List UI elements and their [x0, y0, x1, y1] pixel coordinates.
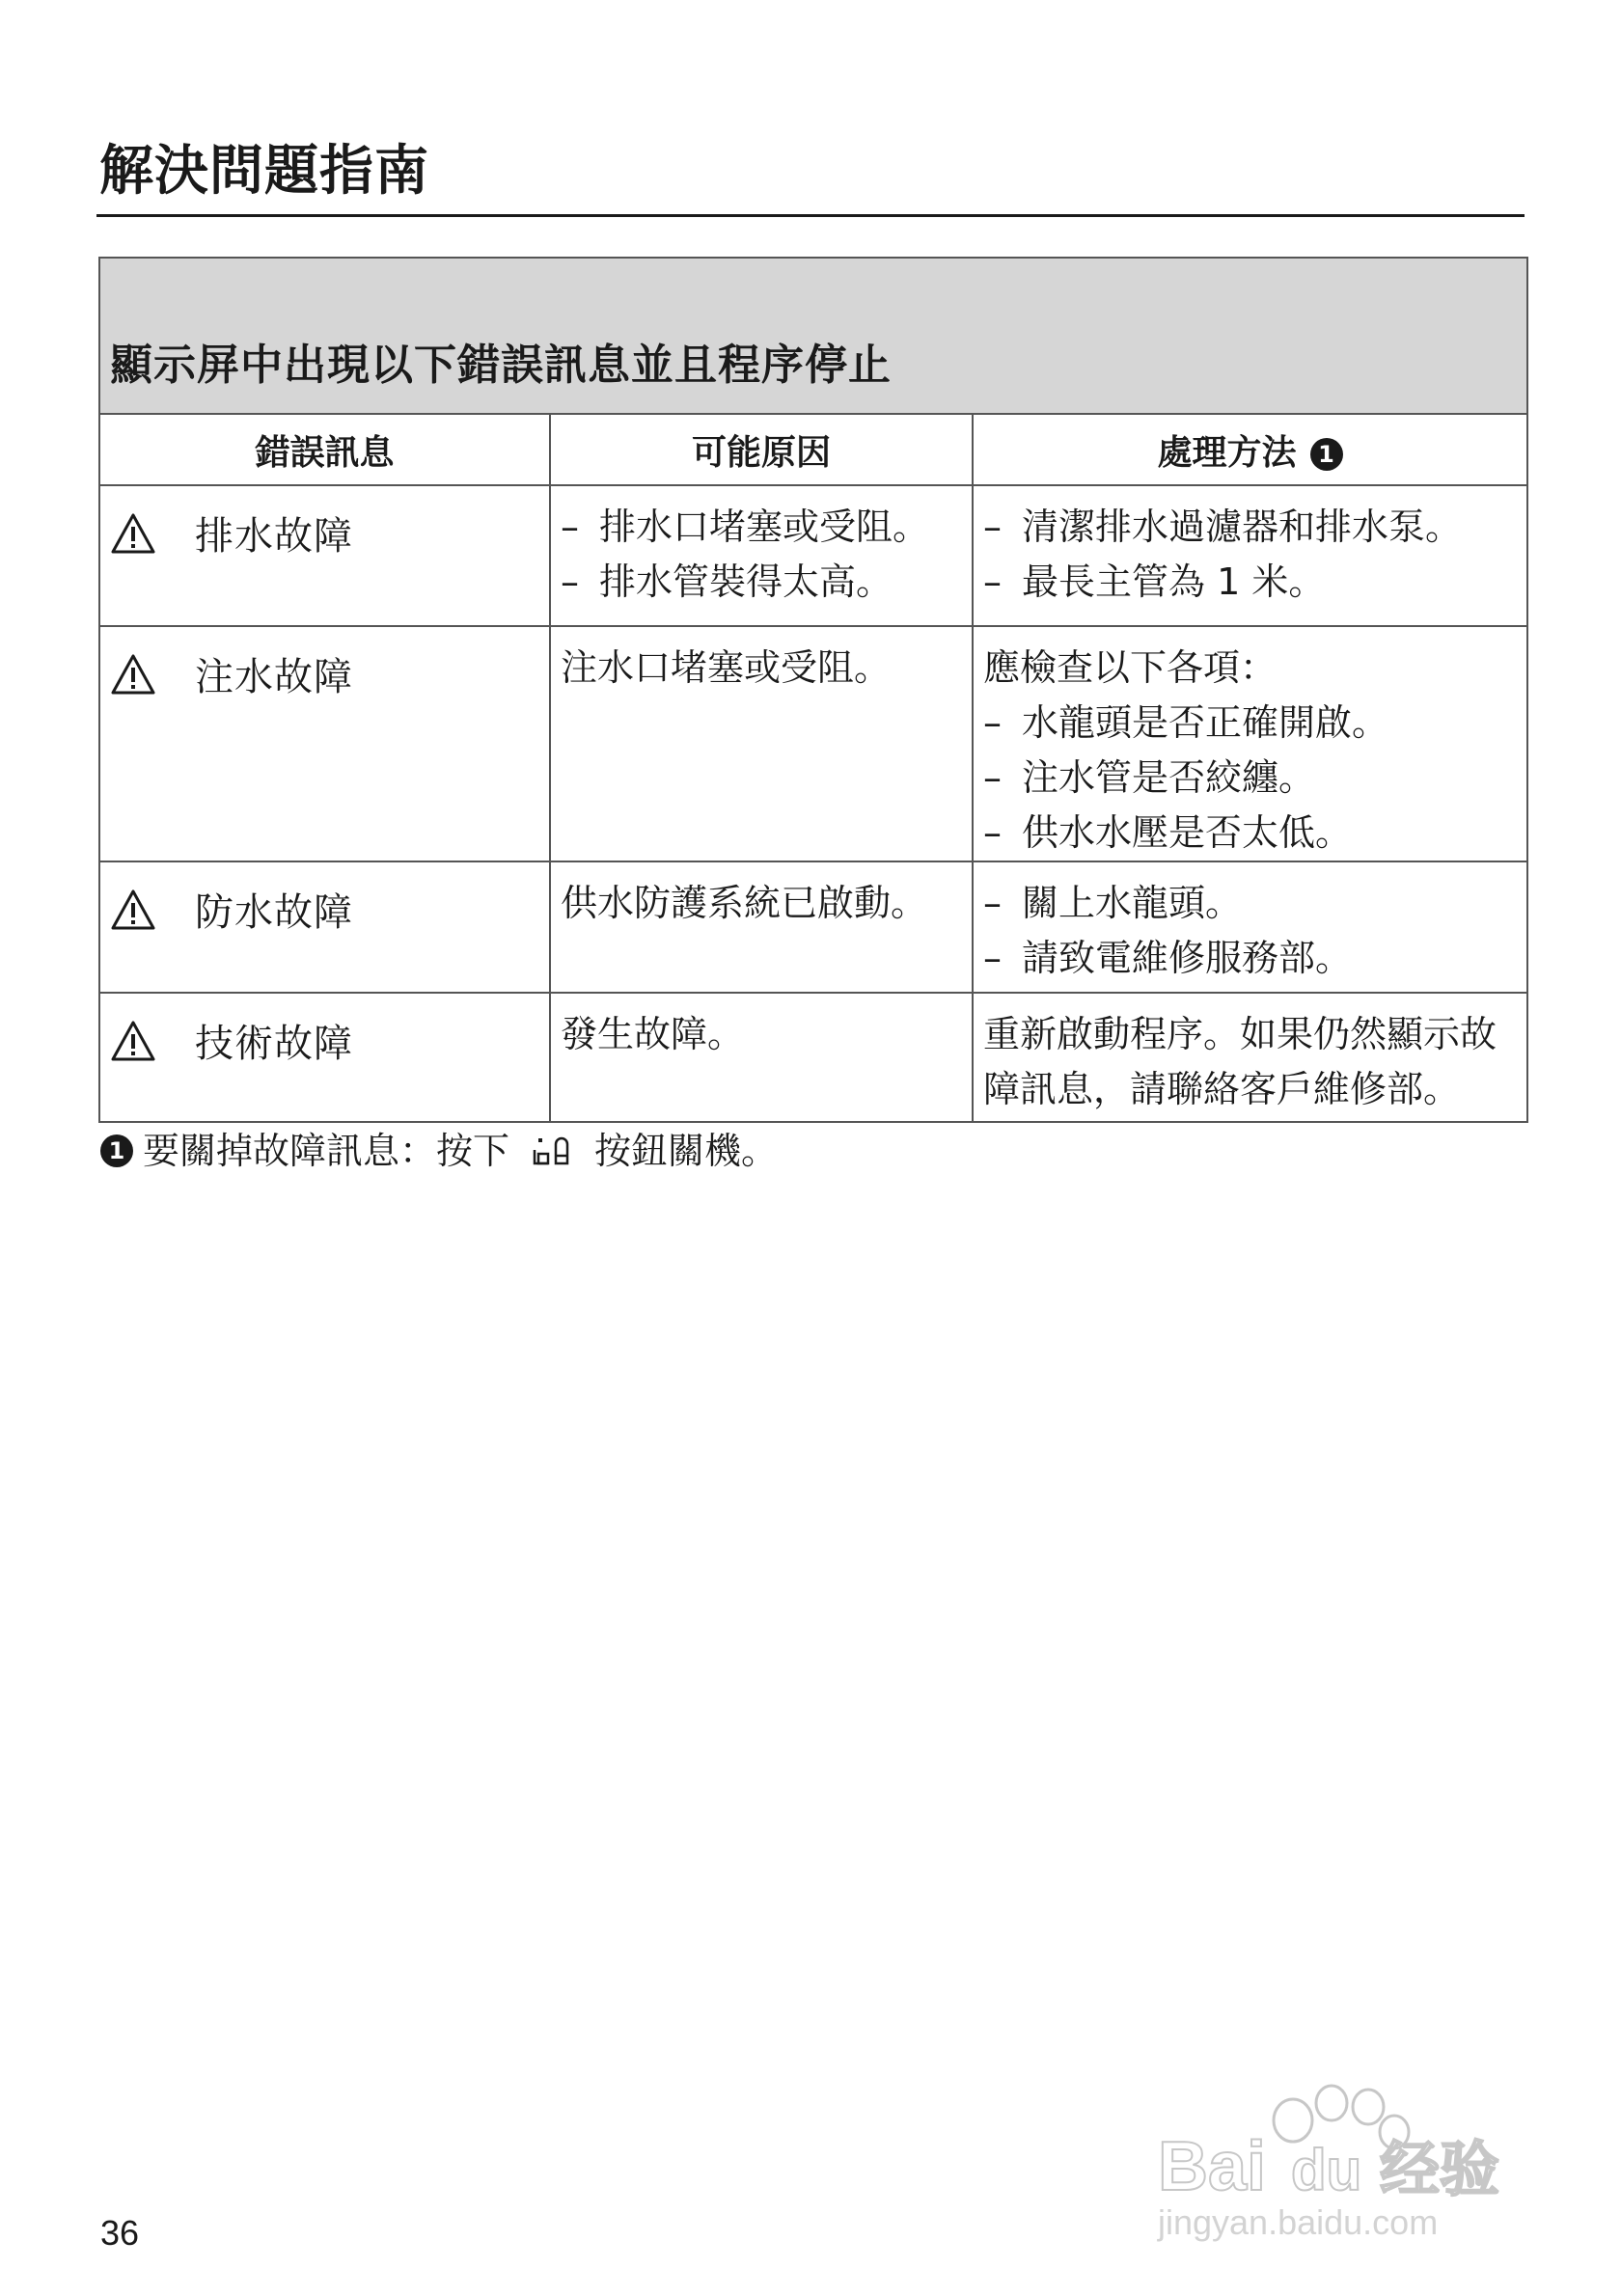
warning-icon	[110, 512, 156, 555]
footnote	[100, 1127, 778, 1175]
remedy-list	[974, 627, 1526, 861]
remedy-text: 障訊息，請聯絡客戶維修部。	[983, 1068, 1461, 1110]
list-dash: –	[983, 560, 1002, 603]
remedy-list	[974, 994, 1526, 1117]
footnote-marker: 1	[1310, 438, 1343, 471]
remedy-line	[983, 806, 1526, 861]
cause-line	[561, 641, 972, 696]
remedy-line	[983, 1007, 1526, 1062]
remedy-text: 清潔排水過濾器和排水泵。	[1022, 506, 1463, 548]
remedy-list	[974, 486, 1526, 610]
page-title: 解決問題指南	[99, 140, 429, 203]
cause-text: 排水管裝得太高。	[599, 560, 893, 603]
warning-icon	[110, 1020, 156, 1062]
error-message-text: 排水故障	[195, 514, 353, 559]
remedy-line	[983, 555, 1526, 610]
error-message	[100, 994, 549, 1068]
cause-cell	[550, 626, 973, 861]
table-row	[99, 485, 1527, 626]
cause-cell	[550, 861, 973, 993]
footnote-text-before: 要關掉故障訊息：按下	[143, 1130, 510, 1172]
remedy-cell	[973, 993, 1527, 1122]
remedy-text: 重新啟動程序。如果仍然顯示故	[983, 1013, 1497, 1055]
list-dash: –	[983, 882, 1002, 924]
error-message-text: 技術故障	[195, 1022, 353, 1066]
table-row	[99, 993, 1527, 1122]
error-message-cell	[99, 485, 550, 626]
cause-list	[551, 862, 972, 931]
cause-cell	[550, 993, 973, 1122]
warning-icon	[110, 888, 156, 931]
column-header-message: 錯誤訊息	[99, 414, 550, 485]
remedy-line	[983, 876, 1526, 931]
list-dash: –	[983, 701, 1002, 744]
column-header-row	[99, 414, 1527, 485]
remedy-intro: 應檢查以下各項：	[983, 646, 1278, 689]
cause-cell	[550, 485, 973, 626]
warning-icon	[110, 653, 156, 696]
remedy-line	[983, 751, 1526, 806]
remedy-header-label: 處理方法	[1157, 432, 1297, 473]
remedy-cell	[973, 626, 1527, 861]
watermark-url: jingyan.baidu.com	[1158, 2202, 1439, 2242]
fault-table	[98, 257, 1528, 1123]
cause-text: 供水防護系統已啟動。	[561, 882, 928, 924]
remedy-text: 供水水壓是否太低。	[1022, 811, 1353, 854]
error-message	[100, 486, 549, 560]
watermark-brand: Bai	[1158, 2128, 1267, 2205]
error-message-cell	[99, 626, 550, 861]
list-dash: –	[561, 560, 579, 603]
remedy-text: 注水管是否絞纏。	[1022, 756, 1316, 799]
error-message-text: 注水故障	[195, 655, 353, 699]
cause-list	[551, 994, 972, 1062]
remedy-line	[983, 500, 1526, 555]
power-button-icon	[531, 1134, 573, 1167]
remedy-cell	[973, 861, 1527, 993]
column-header-remedy	[973, 414, 1527, 485]
baidu-watermark-logo	[1148, 2064, 1553, 2248]
remedy-line	[983, 696, 1526, 751]
cause-list	[551, 627, 972, 696]
table-row	[99, 861, 1527, 993]
remedy-text: 關上水龍頭。	[1022, 882, 1243, 924]
section-title: 顯示屏中出現以下錯誤訊息並且程序停止	[99, 258, 1527, 414]
footnote-text-after: 按鈕關機。	[594, 1130, 779, 1172]
cause-text: 注水口堵塞或受阻。	[561, 646, 892, 689]
cause-text: 發生故障。	[561, 1013, 745, 1055]
remedy-cell	[973, 485, 1527, 626]
title-rule	[96, 214, 1525, 217]
cause-line	[561, 555, 972, 610]
cause-line	[561, 500, 972, 555]
page-number: 36	[100, 2213, 140, 2253]
column-header-cause: 可能原因	[550, 414, 973, 485]
watermark-brand-cn: 经验	[1380, 2137, 1500, 2203]
error-message-cell	[99, 861, 550, 993]
cause-text: 排水口堵塞或受阻。	[599, 506, 930, 548]
list-dash: –	[561, 506, 579, 548]
footnote-marker: 1	[100, 1134, 133, 1167]
remedy-line	[983, 1062, 1526, 1117]
error-message-cell	[99, 993, 550, 1122]
error-message	[100, 627, 549, 701]
remedy-text: 請致電維修服務部。	[1022, 937, 1353, 979]
remedy-text: 最長主管為 1 米。	[1022, 560, 1326, 603]
list-dash: –	[983, 756, 1002, 799]
error-message	[100, 862, 549, 937]
remedy-list	[974, 862, 1526, 986]
error-message-text: 防水故障	[195, 890, 353, 935]
cause-line	[561, 1007, 972, 1062]
cause-line	[561, 876, 972, 931]
list-dash: –	[983, 811, 1002, 854]
watermark-brand-tail: du	[1291, 2138, 1362, 2202]
list-dash: –	[983, 506, 1002, 548]
list-dash: –	[983, 937, 1002, 979]
section-header-row	[99, 258, 1527, 414]
remedy-line	[983, 931, 1526, 986]
cause-list	[551, 486, 972, 610]
table-row	[99, 626, 1527, 861]
remedy-text: 水龍頭是否正確開啟。	[1022, 701, 1389, 744]
